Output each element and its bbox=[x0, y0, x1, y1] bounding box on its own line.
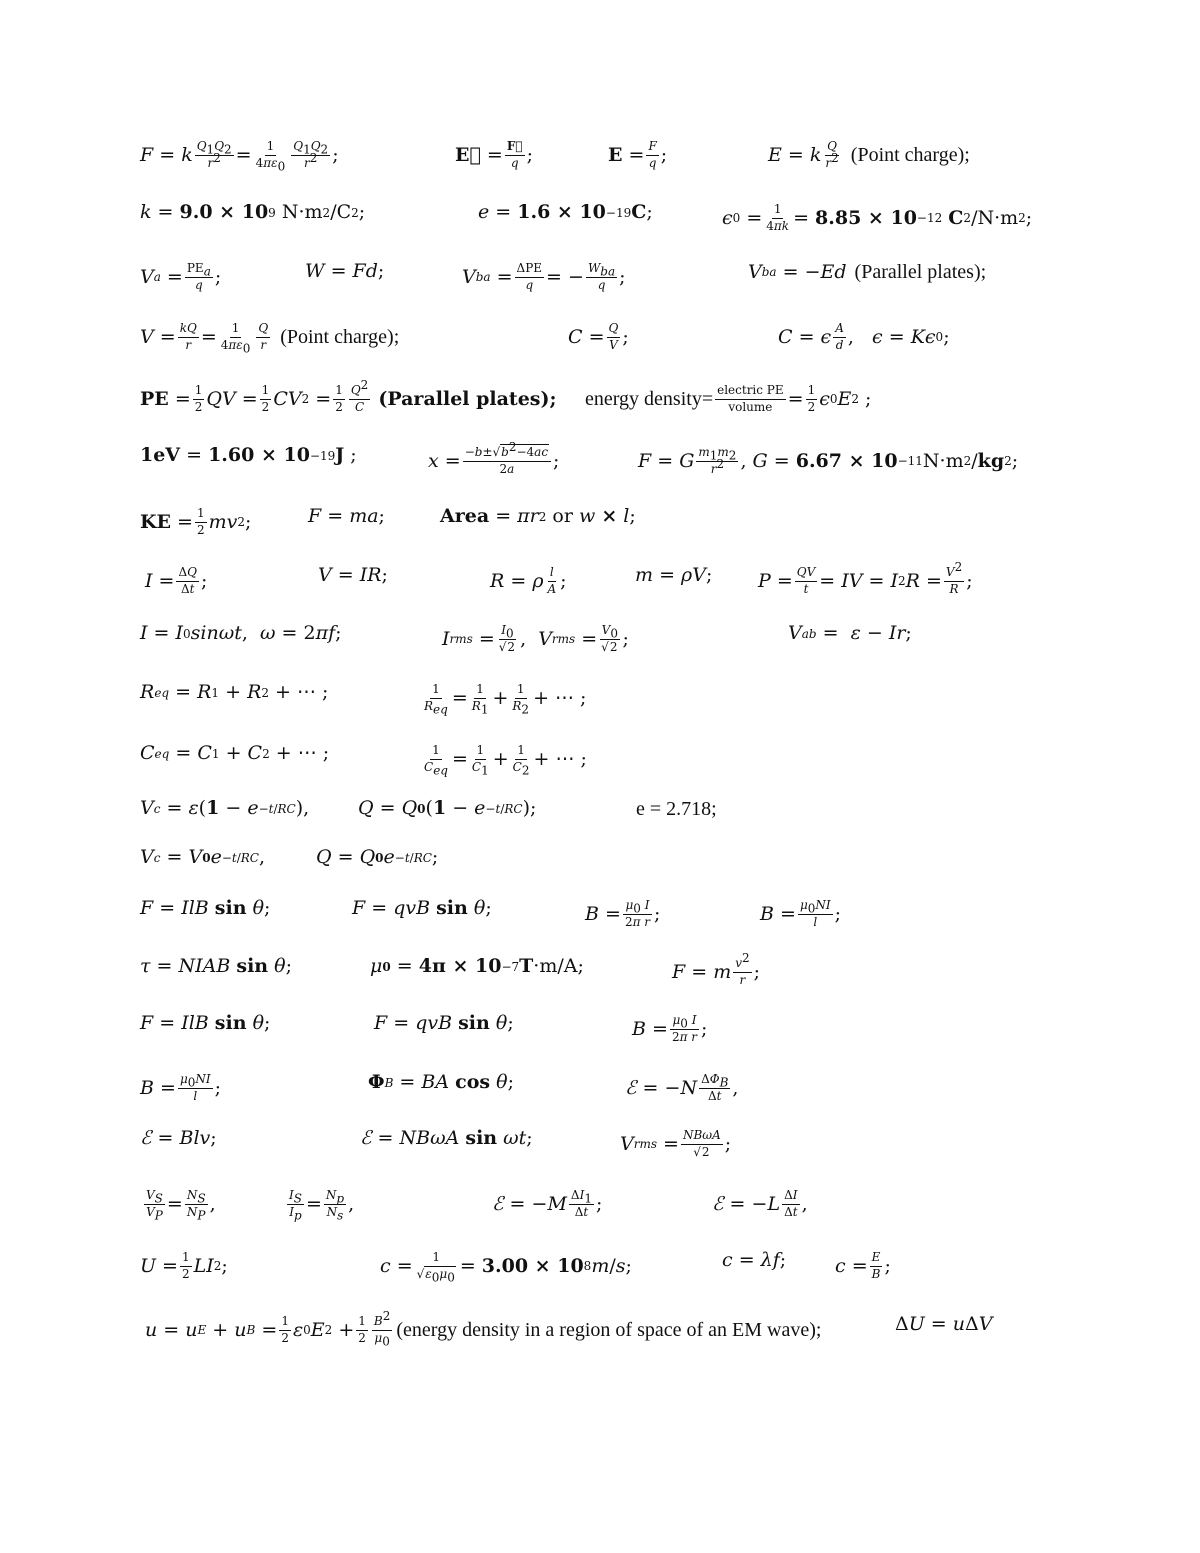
rc-discharging-charge: Q = Q 0 e −t/RC ; bbox=[316, 846, 439, 868]
self-inductance: ℰ = − L ΔI Δt , bbox=[712, 1188, 808, 1219]
terminal-voltage: V ab = ε − Ir ; bbox=[788, 622, 912, 644]
faraday-law: ℰ = − N $\Delta\Phi_B$ Δt , bbox=[625, 1072, 739, 1103]
parallel-capacitance: C eq = C 1 + C 2 + ⋯ ; bbox=[140, 742, 330, 764]
transformer-current: $I_S$ $I_p$ = $N_p$ $N_s$ , bbox=[289, 1188, 355, 1223]
resistance: R = ρ l A ; bbox=[490, 565, 567, 596]
note-em-wave: (energy density in a region of space of an EM wave); bbox=[396, 1319, 822, 1342]
potential-a: V a = $PE_a$ q ; bbox=[140, 261, 222, 292]
row-emf bbox=[0, 1129, 1200, 1181]
row-energy bbox=[0, 378, 1200, 436]
point-potential: V = kQ r = 1 $4\pi\varepsilon_0$ Q r (Point charge); bbox=[140, 321, 400, 356]
centripetal-force: F = m $v^2$ r ; bbox=[672, 951, 761, 987]
inductor-energy: U = 1 2 LI 2 ; bbox=[140, 1250, 228, 1281]
elementary-charge: e = 1.6 × 10 −19 C ; bbox=[478, 201, 653, 223]
row-quadratic bbox=[0, 440, 1200, 498]
mass-density: m = ρV ; bbox=[635, 564, 713, 586]
solenoid-field: B = $\mu_0NI$ l ; bbox=[760, 898, 842, 929]
torque: τ = NIAB sin θ ; bbox=[140, 955, 293, 977]
solenoid-field-2: B = $\mu_0NI$ l ; bbox=[140, 1072, 222, 1103]
field-energy-density: energy density= electric PE volume = 1 2 ϵ 0 E 2 ; bbox=[585, 383, 872, 414]
field-magnitude: E = F q ; bbox=[608, 139, 668, 170]
speed-of-light: c = 1 $√\varepsilon_0\mu_0$ = 3.00 × 10 8 m / s ; bbox=[380, 1250, 632, 1285]
electric-pe-label: electric PE bbox=[715, 384, 786, 400]
row-current bbox=[0, 560, 1200, 618]
row-constants bbox=[0, 203, 1200, 255]
volume-label: volume bbox=[728, 399, 773, 414]
area: Area = πr 2 or w × l ; bbox=[440, 505, 636, 527]
row-em-energy bbox=[0, 1309, 1200, 1367]
energy-density-label: energy density= bbox=[585, 388, 714, 411]
potential-plates: V ba = − Ed (Parallel plates); bbox=[748, 260, 987, 283]
wire-field: B = $\mu_0$ I 2π r ; bbox=[585, 898, 661, 929]
work: W = Fd ; bbox=[305, 260, 385, 282]
row-torque bbox=[0, 951, 1200, 1009]
force-on-wire: F = IlB sin θ ; bbox=[140, 897, 271, 919]
row-magnetic-force bbox=[0, 899, 1200, 951]
series-capacitance: 1 $C_{eq}$ = 1 $C_1$ + 1 $C_2$ + ⋯ ; bbox=[424, 743, 587, 778]
force-on-charge-2: F = qvB sin θ ; bbox=[374, 1012, 514, 1034]
energy-in-volume: Δ U = u Δ V bbox=[895, 1313, 993, 1335]
permeability: μ 0 = 4π × 10 −7 T ·m/A; bbox=[370, 955, 584, 977]
quadratic-formula: x = $-b\pm√b^2-4ac$ 2a ; bbox=[428, 440, 560, 476]
rc-discharging-voltage: V c = V 0 e −t/RC , bbox=[140, 846, 266, 868]
euler-number: e = 2.718; bbox=[636, 798, 717, 820]
power: P = QV t = IV = I 2 R = $V^2$ R ; bbox=[758, 560, 973, 596]
row-ac bbox=[0, 624, 1200, 676]
row-capacitance bbox=[0, 322, 1200, 374]
note-parallel-plates-pe: (Parallel plates); bbox=[378, 387, 557, 410]
generator-rms: V rms = NBωA √2 ; bbox=[620, 1128, 732, 1159]
note-point-charge: (Point charge); bbox=[850, 144, 970, 167]
mutual-inductance: ℰ = − M $\Delta I_1$ Δt ; bbox=[492, 1188, 603, 1219]
field-vector: E⃗ = F⃗ q ; bbox=[455, 139, 533, 170]
force-on-wire-2: F = IlB sin θ ; bbox=[140, 1012, 271, 1034]
generator-emf: ℰ = NBωA sin ωt ; bbox=[360, 1127, 533, 1149]
row-potential bbox=[0, 262, 1200, 314]
series-resistance: R eq = R 1 + R 2 + ⋯ ; bbox=[140, 681, 329, 703]
permittivity: ϵ 0 = 1 4πk = 8.85 × 10 −12 C 2 /N·m 2 ; bbox=[722, 202, 1033, 233]
potential-ba: V ba = ΔPE q = − $W_{ba}$ q ; bbox=[462, 261, 626, 292]
capacitance: C = Q V ; bbox=[568, 321, 629, 352]
row-magnetic-force-2 bbox=[0, 1014, 1200, 1066]
electron-volt: 1eV = 1.60 × 10 −19 J ; bbox=[140, 444, 357, 466]
parallel-resistance: 1 $R_{eq}$ = 1 $R_1$ + 1 $R_2$ + ⋯ ; bbox=[424, 682, 587, 717]
row-rc-charge bbox=[0, 799, 1200, 851]
row-transformer bbox=[0, 1189, 1200, 1241]
row-coulomb bbox=[0, 140, 1200, 192]
ac-current: I = I 0 sinωt , ω = 2 πf ; bbox=[140, 622, 342, 644]
force-on-charge: F = qvB sin θ ; bbox=[352, 897, 492, 919]
row-rc-discharge bbox=[0, 848, 1200, 900]
coulomb-constant: k = 9.0 × 10 9 N·m 2 /C 2 ; bbox=[140, 201, 366, 223]
row-resistors bbox=[0, 683, 1200, 735]
row-flux bbox=[0, 1073, 1200, 1125]
coulomb-law: F = k $Q_1Q_2$ $r^2$ = 1 $4\pi\varepsilon_0$ $Q_1Q_2$ $r^2$ ; bbox=[140, 139, 339, 174]
newton-second: F = ma ; bbox=[308, 505, 385, 527]
row-light bbox=[0, 1251, 1200, 1303]
kinetic-energy: KE = 1 2 mv 2 ; bbox=[140, 506, 252, 537]
plate-capacitance: C = ϵ A d , ϵ = Kϵ 0 ; bbox=[778, 321, 950, 352]
point-charge-field: E = k Q $r^2$ (Point charge); bbox=[768, 139, 970, 170]
capacitor-energy: PE = 1 2 QV = 1 2 CV 2 = 1 2 $Q^2$ C (Parallel plates); bbox=[140, 378, 557, 414]
row-kinetic bbox=[0, 507, 1200, 559]
gravitation: F = G $m_1m_2$ $r^2$ , G = 6.67 × 10 −11 N·m 2 / kg 2 ; bbox=[638, 445, 1019, 476]
or-label: or bbox=[552, 505, 573, 527]
motional-emf: ℰ = Blv ; bbox=[140, 1127, 217, 1149]
row-capacitors bbox=[0, 744, 1200, 796]
rc-charging-charge: Q = Q 0 ( 1 − e −t/RC ); bbox=[358, 797, 537, 819]
rc-charging-voltage: V c = ε ( 1 − e −t/RC ), bbox=[140, 797, 310, 819]
transformer-voltage: $V_S$ $V_P$ = $N_S$ $N_P$ , bbox=[146, 1188, 216, 1223]
field-ratio: c = E B ; bbox=[835, 1250, 891, 1281]
wave-speed: c = λf ; bbox=[722, 1249, 787, 1271]
rms-values: I rms = $I_0$ √2 , V rms = $V_0$ √2 ; bbox=[442, 623, 629, 654]
note-point-charge-v: (Point charge); bbox=[280, 326, 400, 349]
wire-field-2: B = $\mu_0$ I 2π r ; bbox=[632, 1013, 708, 1044]
ohms-law: V = IR ; bbox=[318, 564, 388, 586]
current: I = ΔQ Δt ; bbox=[145, 565, 208, 596]
note-parallel-plates: (Parallel plates); bbox=[854, 261, 987, 283]
em-energy-density: u = u E + u B = 1 2 ε 0 E 2 + 1 2 $B^2$ $\mu_0$ (energy density in a region of space of an EM wave); bbox=[145, 1309, 822, 1349]
magnetic-flux: Φ B = BA cos θ ; bbox=[368, 1071, 514, 1093]
